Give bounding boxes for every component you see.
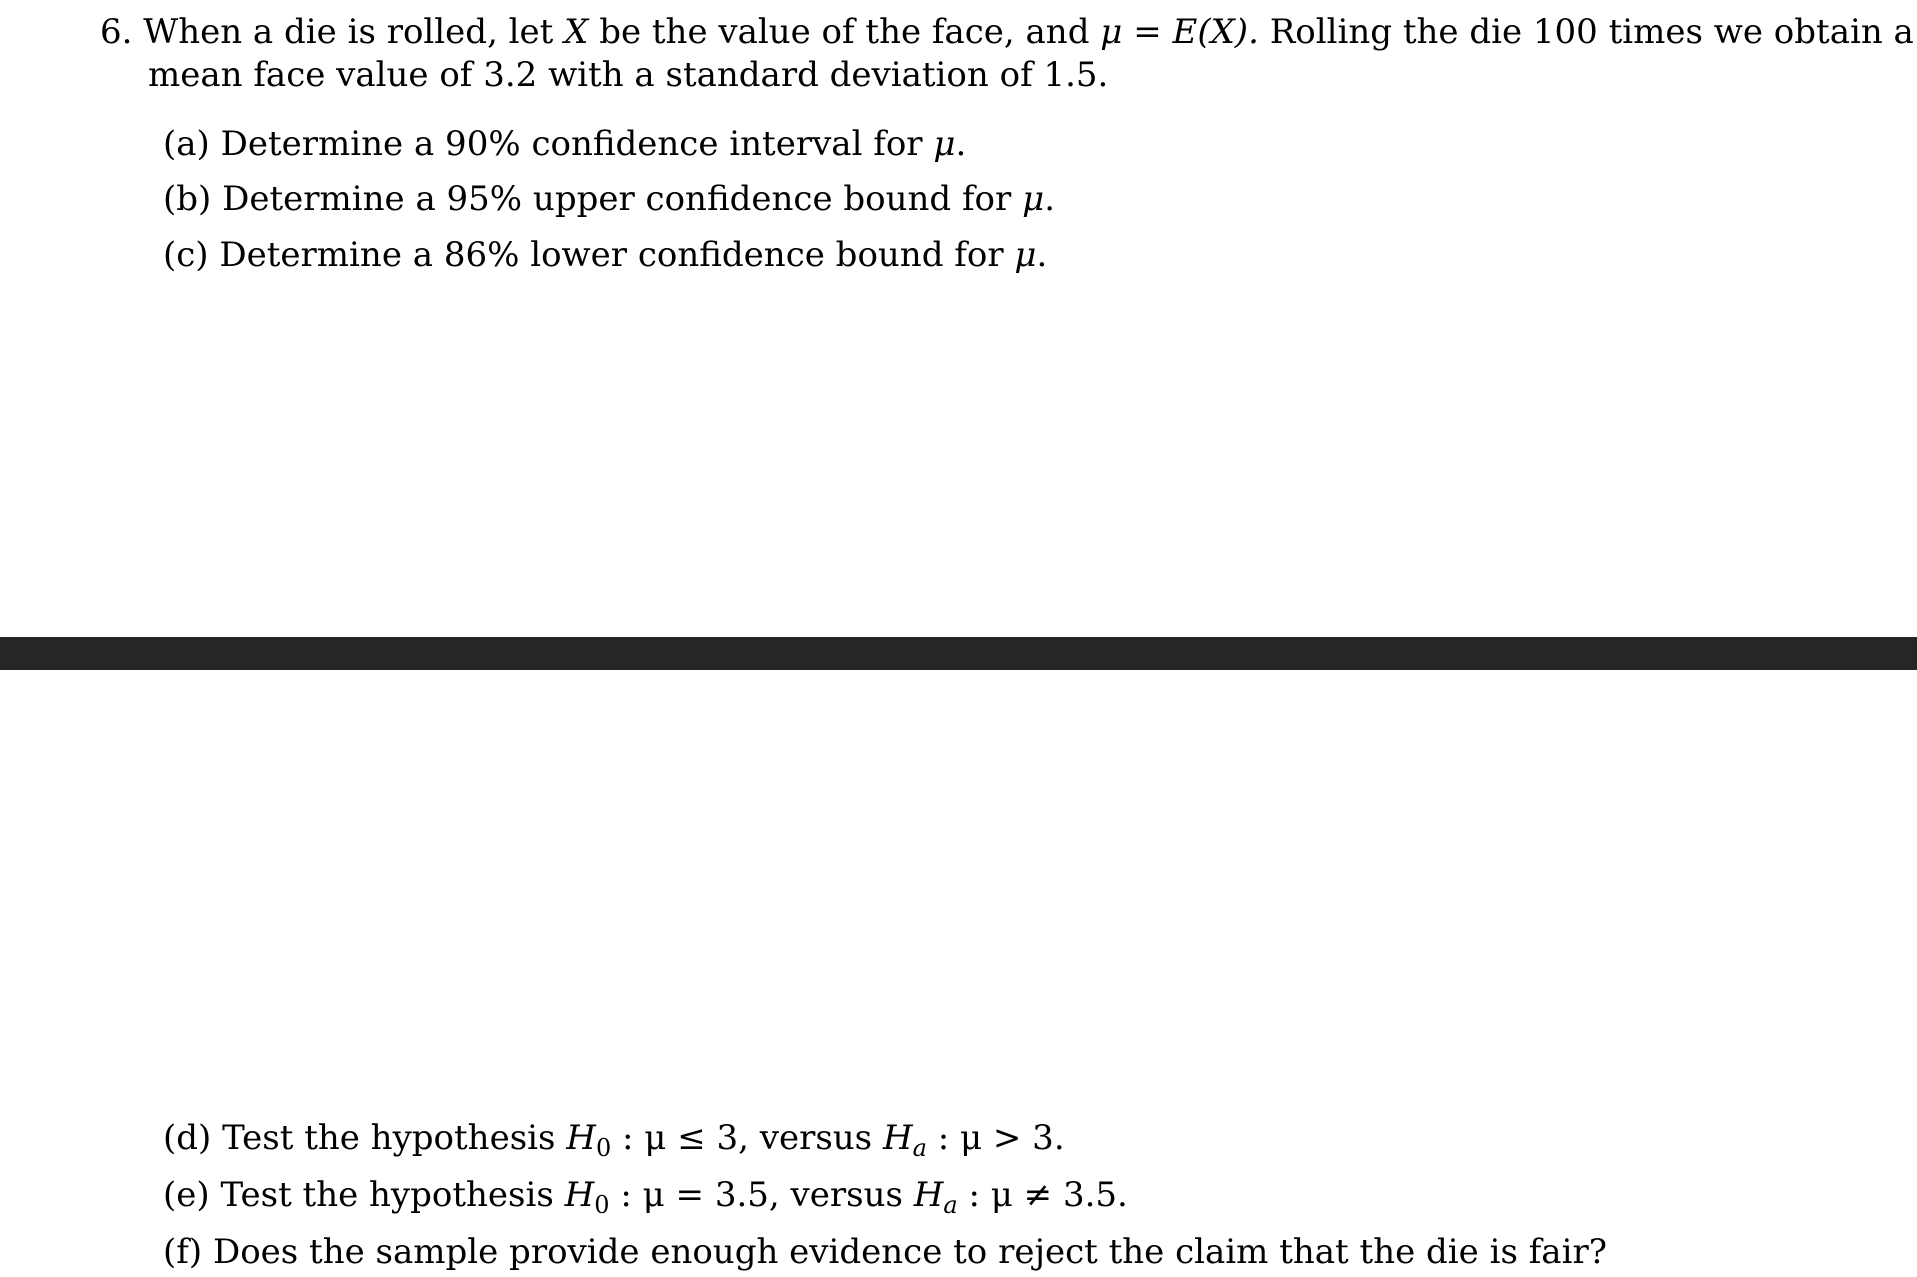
part-f <box>163 1230 1607 1274</box>
part-f-label: (f) <box>163 1232 203 1272</box>
expectation: E(X). <box>1172 12 1259 52</box>
part-f-text: Does the sample provide enough evidence to reject the claim that the die is fair? <box>212 1232 1607 1272</box>
ha-symbol: H <box>913 1175 944 1215</box>
problem-number: 6. <box>100 12 133 52</box>
ha-symbol: H <box>882 1118 913 1158</box>
part-d <box>163 1116 1065 1170</box>
problem-line-1 <box>100 10 1914 54</box>
part-e-label: (e) <box>163 1175 210 1215</box>
part-a-text: Determine a 90% confidence interval for <box>220 124 923 164</box>
mu-symbol: μ <box>1014 235 1037 275</box>
part-d-text: Test the hypothesis <box>222 1118 556 1158</box>
part-d-condition-2: : μ > 3. <box>937 1118 1065 1158</box>
page-divider <box>0 637 1917 670</box>
part-a <box>163 122 966 166</box>
part-a-label: (a) <box>163 124 210 164</box>
h0-symbol: H <box>564 1175 595 1215</box>
problem-line-2 <box>148 53 1108 97</box>
part-e-condition: : μ = 3.5, versus <box>620 1175 903 1215</box>
part-b-end: . <box>1044 179 1056 219</box>
h0-symbol: H <box>566 1118 596 1158</box>
part-e-condition-2: : μ ≠ 3.5. <box>968 1175 1128 1215</box>
part-d-condition: : μ ≤ 3, versus <box>622 1118 873 1158</box>
part-b <box>163 177 1055 221</box>
part-b-text: Determine a 95% upper confidence bound for <box>222 179 1012 219</box>
problem-intro-b: be the value of the face, and <box>599 12 1090 52</box>
mu-symbol: μ <box>1022 179 1045 219</box>
mu-symbol: μ <box>1100 12 1123 52</box>
problem-intro-c: Rolling the die 100 times we obtain a <box>1269 12 1914 52</box>
part-e <box>163 1173 1128 1227</box>
h0-subscript: 0 <box>595 1134 612 1162</box>
mu-symbol: μ <box>933 124 956 164</box>
part-e-text: Test the hypothesis <box>220 1175 554 1215</box>
part-b-label: (b) <box>163 179 212 219</box>
part-c <box>163 233 1047 277</box>
part-c-label: (c) <box>163 235 209 275</box>
problem-intro-a: When a die is rolled, let <box>143 12 554 52</box>
part-d-label: (d) <box>163 1118 212 1158</box>
h0-subscript: 0 <box>594 1191 610 1219</box>
variable-x: X <box>564 12 589 52</box>
equals-sign: = <box>1133 12 1162 52</box>
problem-line-2-text: mean face value of 3.2 with a standard deviation of 1.5. <box>148 55 1109 95</box>
ha-subscript: a <box>912 1134 927 1162</box>
part-a-end: . <box>955 124 967 164</box>
part-c-end: . <box>1036 235 1048 275</box>
part-c-text: Determine a 86% lower confidence bound for <box>219 235 1004 275</box>
ha-subscript: a <box>943 1191 958 1219</box>
